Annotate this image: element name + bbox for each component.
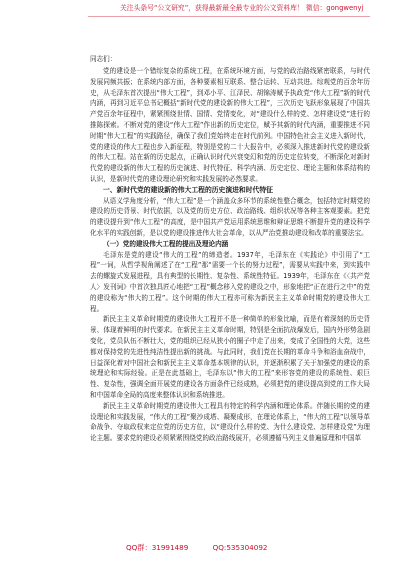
intro-paragraph: 党的建设是一个错综复杂的系统工程，在系统环境方面，与党的政治路线紧密联系，与时代发展同频共振；在系统内部方面，各种要素相互联系、整合运转、互动共进。综观党的百余年历史，从毛泽东首次提出“伟大工程”，到邓小平、江泽民、胡锦涛赋予执政党“伟大工程”新的时代内涵，再到习近平总书记概括“新时代党的建设新的伟大工程”，三次历史飞跃形象展现了中国共产党百余年征程中，紧紧围绕世情、国情、党情变化，对“建设什么样的党、怎样建设党”进行的推陈探索。不断对党的建设“伟大工程”作出新的历史定位，赋予其新的时代内涵，重要推进不同时期“伟大工程”的实践路径，确保了我们党始终走在时代前列。中国特色社会主义进入新时代，党的建设的伟大工程也步入新征程，特别是党的二十大报告中，必须深入推进新时代党的建设新的伟大工程。站在新的历史起点，正确认识时代兴衰变幻和党的历史定位转变，不断深化对新时代党的建设新的伟大工程的历史演进、时代特征、科学内涵、历史定位、理论主题和体系结构的认识，是新时代党的建设理论研究和实践发展的必然要求。 [90, 67, 370, 183]
sub-paragraph-3: 新民主主义革命时期党的建设伟大工程具有特定的科学内涵和理论体系。伴随长期的党的建设理论和实践发展，“伟大的工程”聚沙成塔、凝聚成形，在理论体系上，“伟大的工程”以领导革命战争、夺取政权来定位党的历史方位，以“建设什么样的党、为什么建设党、怎样建设党”为理论主题。要求党的建设必须紧紧围绕党的政治路线展开，必须遵循马列主义普遍原理和中国革 [90, 401, 370, 443]
salutation: 同志们： [90, 55, 117, 63]
sub-paragraph-1: 毛泽东是党的建设“伟大的工程”的缔造者。1937年，毛泽东在《实践论》中引用了“工程”一词，从哲学视角阐述了在“工程”那“需要一个长的努力过程”，需要从实践中来，到实践中去的螺旋式发展进程，具有典型的长期性、复杂性、系统性特征。1939年，毛泽东在《〈共产党人〉发刊词》中首次独具匠心地把“工程”概念移入党的建设之中，形象地把“正在进行之中”的党的建设称为“伟大的工程”。这个时期的伟大工程亦可称为新民主主义革命时期党的建设伟大工程。 [90, 250, 370, 313]
footer-text [126, 543, 289, 553]
banner-text: 关注头条号“公文研究”，获得最新最全最专业的公文资料库！ 微信：gongwenyj [120, 4, 364, 12]
section-paragraph: 从语义学角度分析，“伟大工程”是一个涵盖众多环节的系统性整合概念，包括特定时期党的建设的历史背景、时代依据，以及党的历史方位、政治路线、组织状况等各种主客观要素。把党的建设提升到“伟大工程”的高度，是中国共产党运用系统思维和辩证思维不断提升党的建设科学化水平的实践创新，是以党的建设推进伟大社会革命，以从严治党推动建设和改革的重要法宝。 [90, 196, 370, 237]
footer-qq-group: QQ群：31991489 [126, 543, 189, 552]
document-body [90, 54, 370, 444]
watermark-banner [0, 0, 408, 26]
section-heading: 一、新时代党的建设新的伟大工程的历史演进和时代特征 [103, 185, 273, 194]
sub-heading: （一）党的建设伟大工程的提出及理论内涵 [103, 239, 229, 248]
footer-qq: QQ:535304092 [212, 543, 268, 552]
sub-paragraph-2: 新民主主义革命时期党的建设伟大工程并不是一种简单的形象比喻，而是有着深刻的历史背景、体现着鲜明的时代要求。在新民主主义革命时期，特别是全面抗战爆发后，国内外形势急剧变化，党员队伍不断壮大，党的组织已经从狭小的圈子中走了出来，变成了全国性的大党，这些都对保持党的先进性纯洁性提出新的挑战。与此同时，我们党在长期的革命斗争和浴血奋战中，日益深化着对中国社会和新民主主义革命基本规律的认识，并逐渐积累了关于加强党的建设的系统理论和实际经验。正是在此基础上，毛泽东以“伟大的工程”来形容党的建设的系统性、艰巨性、复杂性，强调全面开展党的建设各方面条件已经成熟，必须把党的建设提高到党的工作大局和中国革命全局的高度来整体认识和系统推进。 [90, 315, 370, 399]
watermark-footer [0, 542, 408, 556]
banner-divider [88, 16, 370, 17]
